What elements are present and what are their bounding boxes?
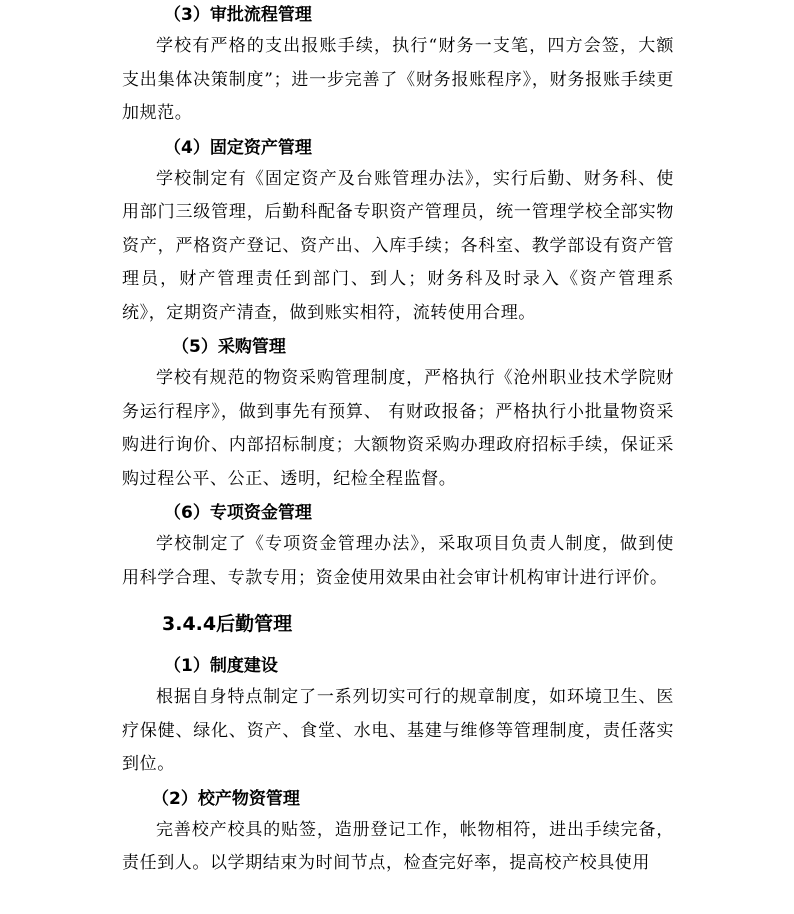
paragraph-procurement: 学校有规范的物资采购管理制度，严格执行《沧州职业技术学院财务运行程序》，做到事先有预算、 有财政报备；严格执行小批量物资采购进行询价、内部招标制度；大额物资采购办理政府招标手续，保证采购过程公平、公正、透明，纪检全程监督。 — [122, 368, 674, 489]
paragraph-approval-process: 学校有严格的支出报账手续，执行“财务一支笔，四方会签，大额支出集体决策制度”；进一步完善了《财务报账程序》，财务报账手续更加规范。 — [122, 36, 674, 123]
section-heading-school-property: （2）校产物资管理 — [152, 788, 300, 809]
section-heading-fixed-assets: （4）固定资产管理 — [164, 137, 312, 158]
section-heading-approval-process: （3）审批流程管理 — [164, 5, 312, 25]
section-heading-procurement: （5）采购管理 — [172, 337, 286, 357]
paragraph-school-property: 完善校产校具的贴签，造册登记工作，帐物相符，进出手续完备，责任到人。以学期结束为时间节点，检查完好率，提高校产校具使用 — [122, 819, 674, 873]
section-heading-special-funds: （6）专项资金管理 — [164, 503, 312, 523]
section-heading-system-building: （1）制度建设 — [164, 656, 278, 676]
paragraph-special-funds: 学校制定了《专项资金管理办法》，采取项目负责人制度，做到使用科学合理、专款专用；资金使用效果由社会审计机构审计进行评价。 — [122, 534, 674, 588]
document-page — [122, 0, 674, 883]
chapter-heading-logistics: 3.4.4后勤管理 — [162, 613, 293, 635]
paragraph-system-building: 根据自身特点制定了一系列切实可行的规章制度，如环境卫生、医疗保健、绿化、资产、食堂、水电、基建与维修等管理制度，责任落实到位。 — [122, 687, 674, 774]
paragraph-fixed-assets: 学校制定有《固定资产及台账管理办法》，实行后勤、财务科、使用部门三级管理，后勤科配备专职资产管理员，统一管理学校全部实物资产，严格资产登记、资产出、入库手续；各科室、教学部设有资产管理员，财产管理责任到部门、到人；财务科及时录入《资产管理系统》，定期资产清查，做到账实相符，流转使用合理。 — [122, 168, 674, 323]
